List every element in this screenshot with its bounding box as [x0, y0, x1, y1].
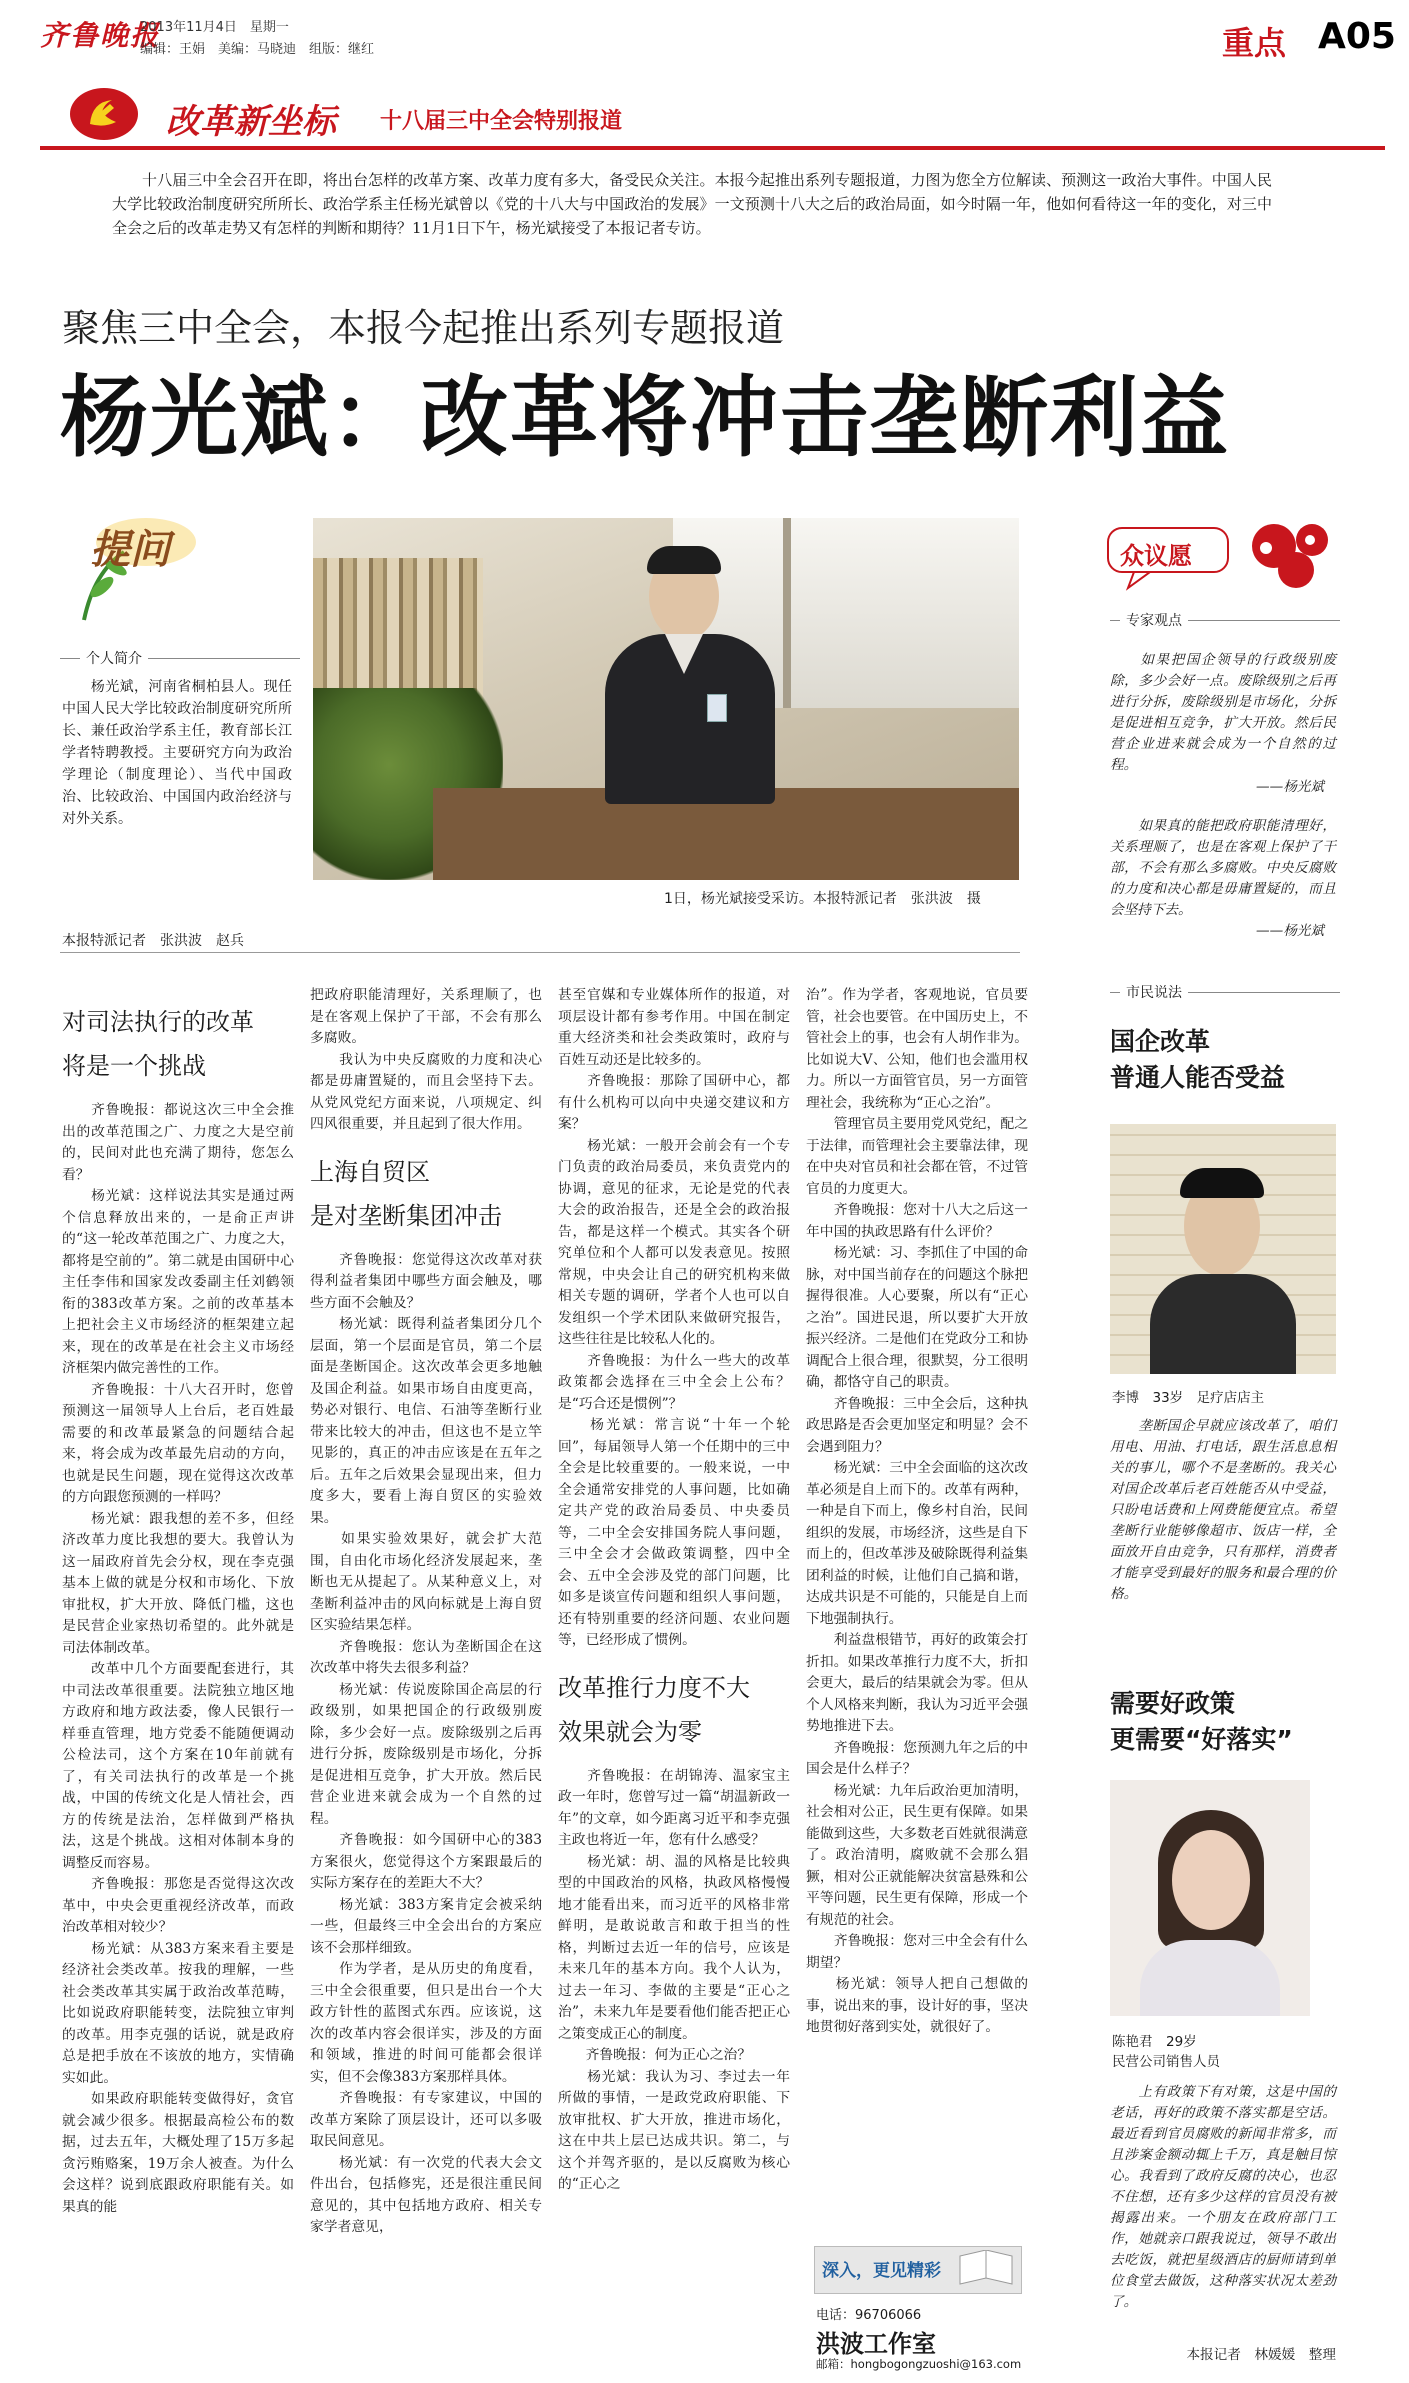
column-4-body-top: 治”。作为学者，客观地说，官员要管，社会也要管。在中国历史上，不管社会上的事，也会有人胡作非为。比如说大V、公知，他们也会滥用权力。所以一方面管官员，另一方面管理社会，我统称为“正心之治”。 管理官员主要用党风党纪，配之于法律，而管理社会主要靠法律，现在中央对官员和社会都在管，不过管官员的力度更大。 齐鲁晚报：您对十八大之后这一年中国的执政思路有什么评价？ 杨光斌：习、李抓住了中国的命脉，对中国当前存在的问题这个脉把握得很准。人心要聚，所以有“正心之治”。国进民退，所以要扩大开放振兴经济。二是他们在党政分工和协调配合上很合理，很默契，分工很明确，都恪守自己的职责。 齐鲁晚报：三中全会后，这种执政思路是否会更加坚定和明显？会不会遇到阻力？ 杨光斌：三中全会面临的这次改革必须是自上而下的。改革有两种，一种是自下而上，像乡村自治，民间组织的发展，市场经济，这些是自下而上的，但改革涉及破除既得利益集团利益的时候，让他们自己搞和谐，达成共识是不可能的，只能是自上而下地强制执行。 利益盘根错节，再好的政策会打折扣。如果改革推行力度不大，折扣会更大，最后的结果就会为零。但从个人风格来判断，我认为习近平会强势地推进下去。 齐鲁晚报：您预测九年之后的中国会是什么样子？ 杨光斌：九年后政治更加清明，社会相对公正，民生更有保障。如果能做到这些，大多数老百姓就很满意了。政治清明，腐败就不会那么猖獗，相对公正就能解决贫富悬殊和公平等问题，民生更有保障，形成一个有规范的社会。 齐鲁晚报：您对三中全会有什么期望？ 杨光斌：领导人把自己想做的事，说出来的事，设计好的事，坚决地贯彻好落到实处，就很好了。 [806, 987, 1028, 2035]
headline-main: 杨光斌：改革将冲击垄断利益 [60, 366, 1231, 469]
question-badge-label: 提问 [90, 527, 170, 573]
interviewee-hair [647, 546, 721, 574]
byline: 本报特派记者 张洪波 赵兵 [62, 933, 244, 949]
column-2-body: 齐鲁晚报：您觉得这次改革对获得利益者集团中哪些方面会触及，哪些方面不会触及？ 杨光斌：既得利益者集团分几个层面，第一个层面是官员，第二个层面是垄断国企。这次改革会更多地触及国企利益。如果市场自由度更高，势必对银行、电信、石油等垄断行业带来比较大的冲击，但这也不是立竿见影的，真正的冲击应该是在五年之后。五年之后效果会显现出来，但力度多大，要看上海自贸区的实验效果。 如果实验效果好，就会扩大范围，自由化市场化经济发展起来，垄断也无从提起了。从某种意义上，对垄断利益冲击的风向标就是上海自贸区实验结果怎样。 齐鲁晚报：您认为垄断国企在这次改革中将失去很多利益？ 杨光斌：传说废除国企高层的行政级别，如果把国企的行政级别废除，多少会好一点。废除级别之后再进行分拆，废除级别是市场化，分拆是促进相互竞争，扩大开放。然后民营企业进来就会成为一个自然的过程。 齐鲁晚报：如今国研中心的383方案很火，您觉得这个方案跟最后的实际方案存在的差距大不大？ 杨光斌：383方案肯定会被采纳一些，但最终三中全会出台的方案应该不会那样细致。 作为学者，是从历史的角度看，三中全会很重要，但只是出台一个大政方针性的蓝图式东西。应该说，这次的改革内容会很详实，涉及的方面和领域，推进的时间可能都会很详实，但不会像383方案那样具体。 齐鲁晚报：有专家建议，中国的改革方案除了顶层设计，还可以多吸取民间意见。 杨光斌：有一次党的代表大会文件出台，包括修宪，还是很注重民间意见的，其中包括地方政府、相关专家学者意见， [310, 1251, 542, 2235]
column-1-body: 齐鲁晚报：都说这次三中全会推出的改革范围之广、力度之大是空前的，民间对此也充满了期待，您怎么看？ 杨光斌：这样说法其实是通过两个信息释放出来的，一是俞正声讲的“这一轮改革范围之广、力度之大，都将是空前的”。第二就是由国研中心主任李伟和国家发改委副主任刘鹤领衔的383改革方案。之前的改革基本上把社会主义市场经济的框架建立起来，现在的改革是在社会主义市场经济框架内做完善性的工作。 齐鲁晚报：十八大召开时，您曾预测这一届领导人上台后，老百姓最需要的和改革最紧急的问题结合起来，将会成为改革最先启动的方向，也就是民生问题，现在觉得这次改革的方向跟您预测的一样吗？ 杨光斌：跟我想的差不多，但经济改革力度比我想的要大。我曾认为这一届政府首先会分权，现在李克强基本上做的就是分权和市场化、下放审批权，扩大开放、降低门槛，这也是民营企业家热切希望的。此外就是司法体制改革。 改革中几个方面要配套进行，其中司法改革很重要。法院独立地区地方政府和地方政法委，像人民银行一样垂直管理，地方党委不能随便调动公检法司，这个方案在10年前就有了，有关司法执行的改革是一个挑战，中国的传统文化是人情社会，西方的传统是法治，怎样做到严格执法，这是个挑战。这相对体制本身的调整反而容易。 齐鲁晚报：那您是否觉得这次改革中，中央会更重视经济改革，而政治改革相对较少？ 杨光斌：从383方案来看主要是经济社会类改革。按我的理解，一些社会类改革其实属于政治改革范畴，比如说政府职能转变，法院独立审判的改革。用李克强的话说，就是政府总是把手放在不该放的地方，实情确实如此。 如果政府职能转变做得好，贪官就会减少很多。根据最高检公布的数据，过去五年，大概处理了15万多起贪污贿赂案，19万余人被查。为什么会这样？说到底跟政府职能有关。如果真的能 [62, 1102, 294, 2215]
section-heading-2b: 是对垄断集团冲击 [310, 1201, 502, 1230]
banner-subtitle: 十八届三中全会特别报道 [380, 109, 623, 134]
issue-date: 2013年11月4日 星期一 [140, 20, 289, 35]
citizen-2-text: 上有政策下有对策，这是中国的老话，再好的政策不落实都是空话。最近看到官员腐败的新闻非常多，而且涉案金额动辄上千万，真是触目惊心。我看到了政府反腐的决心，也忍不住想，还有多少这样的官员没有被揭露出来。一个朋友在政府部门工作，她就亲口跟我说过，领导不敢出去吃饭，就把星级酒店的厨师请到单位食堂去做饭，这种落实状况太差劲了。 [1110, 2084, 1336, 2310]
citizen-heading-2b: 更需要“好落实” [1110, 1725, 1293, 1754]
section-heading-3a: 改革推行力度不大 [558, 1673, 750, 1702]
expert-quote-2: 如果真的能把政府职能清理好，关系理顺了，也是在客观上保护了干部，不会有那么多腐败。中央反腐败的力度和决心都是毋庸置疑的，而且会坚持下去。 [1110, 818, 1336, 918]
newspaper-logo: 齐鲁晚报 [40, 19, 161, 52]
section-heading-3b: 效果就会为零 [558, 1717, 702, 1746]
column-4 [806, 985, 1028, 2039]
contact-title: 深入，更见精彩 [822, 2261, 941, 2281]
contact-email: 邮箱：hongbogongzuoshi@163.com [816, 2357, 1022, 2371]
masthead [0, 0, 1409, 70]
section-heading-2a: 上海自贸区 [310, 1157, 430, 1186]
column-2-body-top: 把政府职能清理好，关系理顺了，也是在客观上保护了干部，不会有那么多腐败。 我认为中央反腐败的力度和决心都是毋庸置疑的，而且会坚持下去。从党风党纪方面来说，八项规定、纠四风很重要，并且起到了很大作用。 [310, 987, 542, 1132]
column-1 [62, 1000, 294, 2218]
profile-label: 个人简介 [80, 648, 148, 668]
banner [40, 82, 1385, 148]
question-badge [64, 512, 204, 622]
citizen-heading-1 [1110, 1024, 1340, 1096]
book-icon [956, 2250, 1016, 2290]
opinion-badge-label: 众议愿 [1120, 542, 1192, 570]
citizen-2-body [1140, 1940, 1280, 2016]
section-name: 重点 [1222, 24, 1287, 62]
byline-rule [60, 952, 1020, 953]
right-column-signature: 本报记者 林媛媛 整理 [1186, 2347, 1336, 2363]
citizen-1-text: 垄断国企早就应该改革了，咱们用电、用油、打电话，跟生活息息相关的事儿，哪个不是垄断的。我关心对国企改革后老百姓能否从中受益，只盼电话费和上网费能便宜点。希望垄断行业能够像超市、饭店一样，全面放开自由竞争，只有那样，消费者才能享受到最好的服务和最合理的价格。 [1110, 1418, 1336, 1602]
citizen-label-row [1110, 982, 1340, 1004]
party-emblem-icon [68, 86, 140, 142]
citizen-1-body [1150, 1274, 1296, 1374]
banner-title: 改革新坐标 [166, 102, 336, 142]
citizen-1-caption: 李博 33岁 足疗店店主 [1112, 1390, 1265, 1406]
column-2 [310, 985, 542, 2239]
citizen-2-face-front [1172, 1830, 1250, 1930]
expert-quote-2-signature: ——杨光斌 [1256, 923, 1324, 939]
column-3-body-top: 甚至官媒和专业媒体所作的报道，对项层设计都有参考作用。中国在制定重大经济类和社会类政策时，政府与百姓互动还是比较多的。 齐鲁晚报：那除了国研中心，都有什么机构可以向中央递交建议和方案？ 杨光斌：一般开会前会有一个专门负责的政治局委员，来负责党内的协调，意见的征求，无论是党的代表大会的政治报告，还是全会的政治报告，都是这样一个模式。其实各个研究单位和个人都可以发表意见。按照常规，中央会让自己的研究机构来做相关专题的调研，学者个人也可以自发组织一个学术团队来做研究报告，这些往往是比较私人化的。 齐鲁晚报：为什么一些大的改革政策都会选择在三中全会上公布？是“巧合还是惯例”？ 杨光斌：常言说“十年一个轮回”，每届领导人第一个任期中的三中全会是比较重要的。一般来说，一中全会通常安排党的人事问题，比如确定共产党的政治局委员、中央委员等，二中全会安排国务院人事问题，三中全会才会做政策调整，四中全会、五中全会涉及党的部门问题，比如多是谈宣传问题和组织人事问题，还有特别重要的经济问题、农业问题等，已经形成了惯例。 [558, 987, 790, 1648]
citizen-heading-1b: 普通人能否受益 [1110, 1063, 1286, 1092]
expert-label: 专家观点 [1120, 610, 1188, 630]
citizen-heading-1a: 国企改革 [1110, 1027, 1211, 1056]
citizen-2-caption: 陈艳君 29岁 民营公司销售人员 [1112, 2034, 1220, 2070]
expert-quote-1: 如果把国企领导的行政级别废除，多少会好一点。废除级别之后再进行分拆，废除级别是市场化，分拆是促进相互竞争，扩大开放。然后民营企业进来就会成为一个自然的过程。 [1110, 652, 1336, 773]
contact-phone: 电话：96706066 [816, 2308, 922, 2323]
intro-text: 十八届三中全会召开在即，将出台怎样的改革方案、改革力度有多大，备受民众关注。本报今起推出系列专题报道，力图为您全方位解读、预测这一政治大事件。中国人民大学比较政治制度研究所所长、政治学系主任杨光斌曾以《党的十八大与中国政治的发展》一文预测十八大之后的政治局面，如今时隔一年，他如何看待这一年的变化，对三中全会之后的改革走势又有怎样的判断和期待？11月1日下午，杨光斌接受了本报记者专访。 [112, 171, 1272, 237]
contact-box [806, 2240, 1028, 2376]
editor-credits: 编辑：王娟 美编：马晓迪 组版：继红 [140, 42, 375, 57]
section-heading-1b: 将是一个挑战 [62, 1052, 206, 1080]
opinion-badge [1104, 518, 1336, 594]
window-frame [783, 518, 791, 708]
interview-photo [313, 518, 1019, 880]
name-badge [707, 694, 727, 722]
section-heading-1a: 对司法执行的改革 [62, 1008, 254, 1036]
profile-label-row [60, 648, 300, 670]
column-3-body: 齐鲁晚报：在胡锦涛、温家宝主政一年时，您曾写过一篇“胡温新政一年”的文章，如今距离习近平和李克强主政也将近一年，您有什么感受？ 杨光斌：胡、温的风格是比较典型的中国政治的风格，执政风格慢慢地才能看出来，而习近平的风格非常鲜明，是敢说敢言和敢于担当的性格，判断过去近一年的信号，应该是未来几年的基本方向。我个人认为，过去一年习、李做的主要是“正心之治”，未来九年是要看他们能否把正心之策变成正心的制度。 齐鲁晚报：何为正心之治？ 杨光斌：我认为习、李过去一年所做的事情，一是政党政府职能、下放审批权、扩大开放，推进市场化，这在中共上层已达成共识。第二，与这个并驾齐驱的，是以反腐败为核心的“正心之 [558, 1767, 790, 2192]
citizen-photo-1 [1110, 1124, 1336, 1374]
expert-label-row [1110, 610, 1340, 632]
citizen-photo-2 [1110, 1780, 1310, 2016]
page-number: A05 [1318, 16, 1396, 57]
photo-caption: 1日，杨光斌接受采访。本报特派记者 张洪波 摄 [664, 891, 981, 907]
expert-quote-1-signature: ——杨光斌 [1256, 779, 1324, 795]
profile-text: 杨光斌，河南省桐柏县人。现任中国人民大学比较政治制度研究所所长、兼任政治学系主任，教育部长江学者特聘教授。主要研究方向为政治学理论（制度理论）、当代中国政治、比较政治、中国国内政治经济与对外关系。 [62, 679, 292, 827]
banner-rule [40, 146, 1385, 150]
citizen-label: 市民说法 [1120, 982, 1188, 1002]
citizen-1-hair [1180, 1168, 1264, 1198]
column-3 [558, 985, 790, 2196]
contact-studio: 洪波工作室 [816, 2330, 936, 2358]
citizen-heading-2 [1110, 1686, 1340, 1758]
headline-kicker: 聚焦三中全会，本报今起推出系列专题报道 [62, 306, 785, 350]
citizen-heading-2a: 需要好政策 [1110, 1689, 1236, 1718]
